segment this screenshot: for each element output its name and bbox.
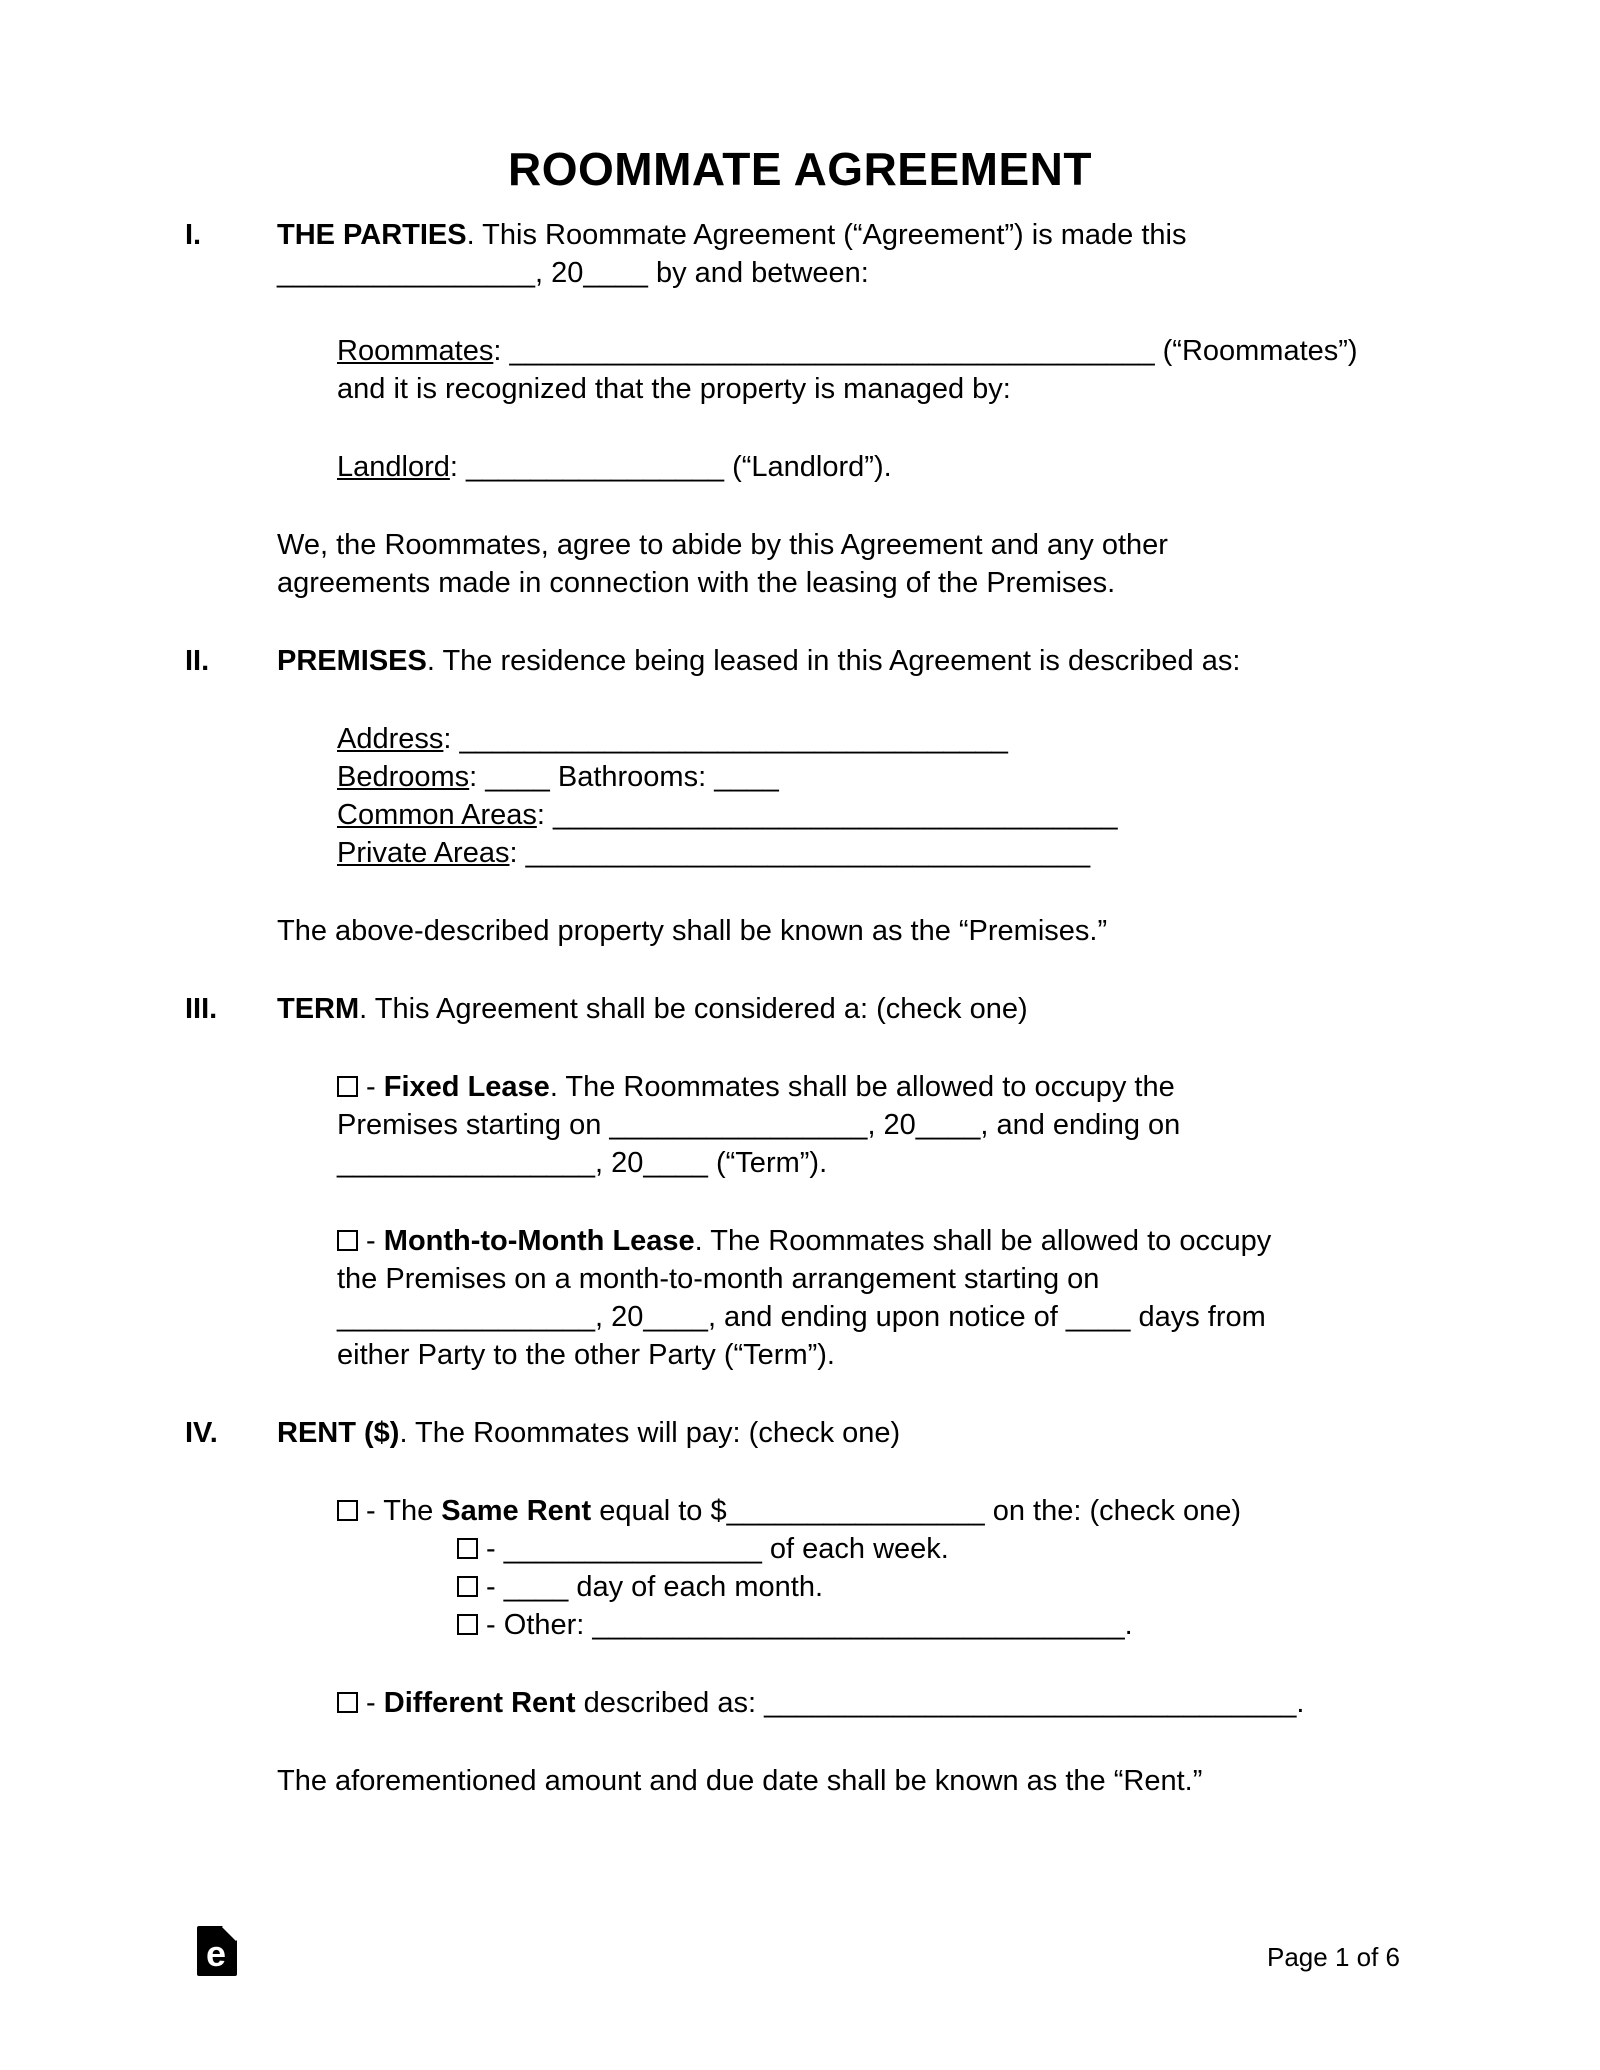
text-line xyxy=(337,1684,1415,1722)
section-term xyxy=(185,990,1415,1414)
different-rent-paragraph xyxy=(337,1684,1415,1722)
roommates-label: Roommates xyxy=(337,335,494,367)
private-areas-blank[interactable]: : ___________________________________ xyxy=(509,837,1091,869)
same-rent-paragraph xyxy=(337,1492,1415,1644)
text-line: The above-described property shall be known as the “Premises.” xyxy=(277,915,1108,947)
bathrooms-blank[interactable]: Bathrooms: ____ xyxy=(557,761,779,793)
address-blank[interactable]: : __________________________________ xyxy=(443,723,1008,755)
parties-intro-paragraph xyxy=(277,216,1415,292)
date-blank-line[interactable]: ________________, 20____ by and between: xyxy=(277,257,869,289)
premises-details-paragraph xyxy=(337,720,1415,872)
section-body xyxy=(277,990,1415,1414)
fixed-lease-end-blank[interactable]: ________________, 20____ (“Term”). xyxy=(337,1147,828,1179)
fixed-lease-label: Fixed Lease xyxy=(383,1071,550,1103)
same-rent-label: Same Rent xyxy=(441,1495,592,1527)
week-day-blank[interactable]: ________________ of each week. xyxy=(503,1533,949,1565)
text-line xyxy=(337,448,1415,486)
common-areas-blank[interactable]: : ___________________________________ xyxy=(536,799,1118,831)
eforms-document-icon xyxy=(197,1926,237,1976)
text: - xyxy=(478,1609,504,1641)
section-number: IV. xyxy=(185,1417,218,1449)
month-to-month-label: Month-to-Month Lease xyxy=(383,1225,695,1257)
text: - xyxy=(478,1533,504,1565)
text-line: We, the Roommates, agree to abide by this Agreement and any other xyxy=(277,529,1168,561)
text-line xyxy=(337,1068,1415,1106)
bedrooms-blank[interactable]: : ____ xyxy=(469,761,558,793)
section-rent xyxy=(185,1414,1415,1840)
other-option-line xyxy=(457,1606,1415,1644)
premises-known-as-paragraph xyxy=(277,912,1415,950)
text: . The Roommates shall be allowed to occupy xyxy=(694,1225,1272,1257)
common-areas-label: Common Areas xyxy=(337,799,537,831)
month-option-line xyxy=(457,1568,1415,1606)
text: . This Roommate Agreement (“Agreement”) is made this xyxy=(466,219,1187,251)
section-number: I. xyxy=(185,219,202,251)
section-number: III. xyxy=(185,993,218,1025)
month-to-month-paragraph xyxy=(337,1222,1415,1374)
bedrooms-bathrooms-line xyxy=(337,758,1415,796)
text-line xyxy=(277,216,1415,254)
section-heading: PREMISES xyxy=(277,645,427,677)
section-the-parties xyxy=(185,216,1415,642)
page-number-label: Page 1 of 6 xyxy=(1267,1942,1400,1972)
text: - xyxy=(358,1687,384,1719)
fixed-lease-paragraph xyxy=(337,1068,1415,1182)
same-rent-amount-blank[interactable]: equal to $________________ on the: (check one) xyxy=(591,1495,1241,1527)
text-line: The aforementioned amount and due date shall be known as the “Rent.” xyxy=(277,1765,1203,1797)
fixed-lease-start-blank[interactable]: Premises starting on ________________, 20____, and ending on xyxy=(337,1109,1181,1141)
section-body xyxy=(277,642,1415,990)
section-heading: RENT ($) xyxy=(277,1417,400,1449)
common-areas-line xyxy=(337,796,1415,834)
roommates-name-blank[interactable]: : ________________________________________ (“Roommates”) xyxy=(493,335,1358,367)
landlord-paragraph xyxy=(337,448,1415,486)
text-line: agreements made in connection with the leasing of the Premises. xyxy=(277,567,1116,599)
month-to-month-checkbox[interactable] xyxy=(337,1230,358,1251)
section-number: II. xyxy=(185,645,210,677)
landlord-label: Landlord xyxy=(337,451,450,483)
roommates-paragraph xyxy=(337,332,1415,408)
text-line xyxy=(277,642,1415,680)
premises-intro-paragraph xyxy=(277,642,1415,680)
text: - xyxy=(358,1071,384,1103)
text-line xyxy=(337,1222,1415,1260)
private-areas-line xyxy=(337,834,1415,872)
text-line: and it is recognized that the property is managed by: xyxy=(337,373,1011,405)
text: . The residence being leased in this Agreement is described as: xyxy=(426,645,1241,677)
fixed-lease-checkbox[interactable] xyxy=(337,1076,358,1097)
other-option-checkbox[interactable] xyxy=(457,1614,478,1635)
different-rent-label: Different Rent xyxy=(383,1687,576,1719)
bedrooms-label: Bedrooms xyxy=(337,761,470,793)
term-intro-paragraph xyxy=(277,990,1415,1028)
section-heading: TERM xyxy=(277,993,360,1025)
landlord-name-blank[interactable]: : ________________ (“Landlord”). xyxy=(449,451,892,483)
same-rent-checkbox[interactable] xyxy=(337,1500,358,1521)
text: - xyxy=(358,1225,384,1257)
different-rent-checkbox[interactable] xyxy=(337,1692,358,1713)
agreement-clause-paragraph xyxy=(277,526,1415,602)
week-option-line xyxy=(457,1530,1415,1568)
logo-letter: e xyxy=(205,1933,227,1974)
text-line xyxy=(337,332,1415,370)
text: . The Roommates will pay: (check one) xyxy=(399,1417,901,1449)
rent-intro-paragraph xyxy=(277,1414,1415,1452)
text-line xyxy=(277,990,1415,1028)
month-day-blank[interactable]: ____ day of each month. xyxy=(503,1571,824,1603)
text-line xyxy=(277,1414,1415,1452)
week-option-checkbox[interactable] xyxy=(457,1538,478,1559)
other-blank[interactable]: Other: _________________________________. xyxy=(503,1609,1133,1641)
text-line: the Premises on a month-to-month arrangement starting on xyxy=(337,1263,1100,1295)
section-heading: THE PARTIES xyxy=(277,219,467,251)
different-rent-blank[interactable]: described as: _________________________________. xyxy=(575,1687,1305,1719)
month-to-month-start-blank[interactable]: ________________, 20____, and ending upon notice of ____ days from xyxy=(337,1301,1266,1333)
rent-known-as-paragraph xyxy=(277,1762,1415,1800)
month-option-checkbox[interactable] xyxy=(457,1576,478,1597)
text-line: either Party to the other Party (“Term”). xyxy=(337,1339,835,1371)
section-premises xyxy=(185,642,1415,990)
address-label: Address xyxy=(337,723,444,755)
text: - The xyxy=(358,1495,442,1527)
text: . The Roommates shall be allowed to occupy the xyxy=(549,1071,1175,1103)
section-body xyxy=(277,216,1415,642)
text-line xyxy=(337,1492,1415,1530)
page-title: ROOMMATE AGREEMENT xyxy=(508,143,1092,195)
eforms-logo-icon[interactable] xyxy=(197,1926,237,1976)
text: - xyxy=(478,1571,504,1603)
text: . This Agreement shall be considered a: (check one) xyxy=(359,993,1028,1025)
private-areas-label: Private Areas xyxy=(337,837,510,869)
section-body xyxy=(277,1414,1415,1840)
address-line xyxy=(337,720,1415,758)
